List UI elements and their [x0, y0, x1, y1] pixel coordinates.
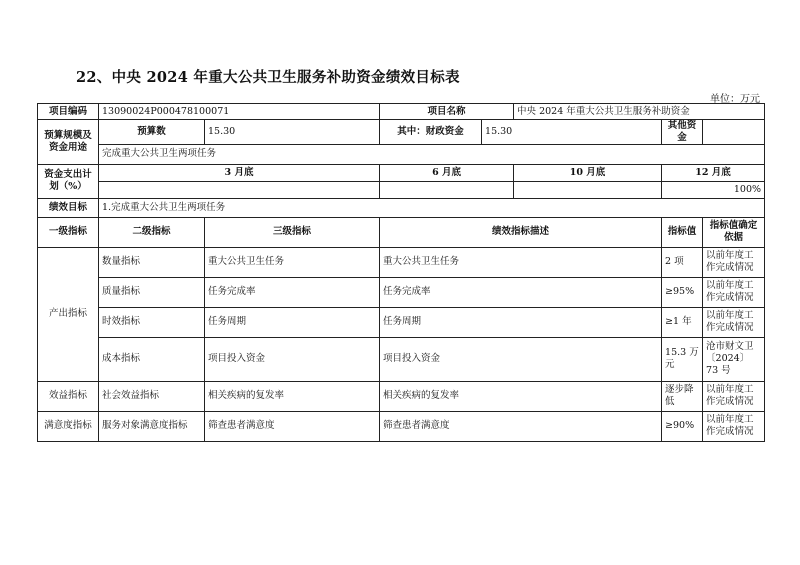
value-cell: 逐步降低	[662, 381, 703, 411]
project-code-value: 13090024P000478100071	[99, 104, 380, 120]
budget-amount-label: 预算数	[99, 120, 205, 145]
performance-goal-text: 1.完成重大公共卫生两项任务	[99, 198, 765, 217]
level2-cell: 时效指标	[99, 307, 205, 337]
table-row	[38, 381, 765, 411]
plan-header-row	[38, 164, 765, 181]
description-cell: 任务完成率	[380, 277, 662, 307]
fiscal-funds-label: 其中：财政资金	[380, 120, 482, 145]
plan-month-10: 10 月底	[514, 164, 662, 181]
performance-goal-label: 绩效目标	[38, 198, 99, 217]
value-cell: ≥1 年	[662, 307, 703, 337]
description-cell: 筛查患者满意度	[380, 411, 662, 441]
plan-month-6: 6 月底	[380, 164, 514, 181]
budget-amount-value: 15.30	[205, 120, 380, 145]
level1-benefit: 效益指标	[38, 381, 99, 411]
header-level3: 三级指标	[205, 217, 380, 247]
value-cell: 2 项	[662, 247, 703, 277]
level2-cell: 成本指标	[99, 337, 205, 381]
description-cell: 项目投入资金	[380, 337, 662, 381]
header-description: 绩效指标描述	[380, 217, 662, 247]
unit-label: 单位：万元	[710, 94, 760, 105]
basis-cell: 以前年度工作完成情况	[703, 411, 765, 441]
plan-value-12: 100%	[662, 181, 765, 198]
basis-cell: 沧市财文卫〔2024〕73 号	[703, 337, 765, 381]
description-cell: 任务周期	[380, 307, 662, 337]
table-row	[38, 247, 765, 277]
header-level1: 一级指标	[38, 217, 99, 247]
level3-cell: 重大公共卫生任务	[205, 247, 380, 277]
header-value: 指标值	[662, 217, 703, 247]
plan-month-3: 3 月底	[99, 164, 380, 181]
value-cell: 15.3 万元	[662, 337, 703, 381]
project-name-label: 项目名称	[380, 104, 514, 120]
goal-row	[38, 198, 765, 217]
plan-month-12: 12 月底	[662, 164, 765, 181]
level3-cell: 任务周期	[205, 307, 380, 337]
page-title: 22、中央 2024 年重大公共卫生服务补助资金绩效目标表	[76, 69, 460, 86]
basis-cell: 以前年度工作完成情况	[703, 277, 765, 307]
plan-value-6	[380, 181, 514, 198]
fiscal-funds-value: 15.30	[482, 120, 662, 145]
level1-satisfaction: 满意度指标	[38, 411, 99, 441]
funds-purpose: 完成重大公共卫生两项任务	[99, 144, 765, 164]
budget-row	[38, 120, 765, 145]
level2-cell: 质量指标	[99, 277, 205, 307]
header-basis: 指标值确定依据	[703, 217, 765, 247]
description-cell: 重大公共卫生任务	[380, 247, 662, 277]
plan-value-3	[99, 181, 380, 198]
other-funds-value	[703, 120, 765, 145]
level3-cell: 筛查患者满意度	[205, 411, 380, 441]
table-row	[38, 307, 765, 337]
description-cell: 相关疾病的复发率	[380, 381, 662, 411]
purpose-row	[38, 144, 765, 164]
basis-cell: 以前年度工作完成情况	[703, 307, 765, 337]
level3-cell: 相关疾病的复发率	[205, 381, 380, 411]
plan-value-10	[514, 181, 662, 198]
level2-cell: 数量指标	[99, 247, 205, 277]
basis-cell: 以前年度工作完成情况	[703, 247, 765, 277]
project-name-value: 中央 2024 年重大公共卫生服务补助资金	[514, 104, 765, 120]
project-row	[38, 104, 765, 120]
level3-cell: 项目投入资金	[205, 337, 380, 381]
value-cell: ≥95%	[662, 277, 703, 307]
project-code-label: 项目编码	[38, 104, 99, 120]
spending-plan-label: 资金支出计划（%）	[38, 164, 99, 198]
plan-values-row	[38, 181, 765, 198]
level2-cell: 社会效益指标	[99, 381, 205, 411]
budget-section-label: 预算规模及资金用途	[38, 120, 99, 165]
level3-cell: 任务完成率	[205, 277, 380, 307]
table-row	[38, 411, 765, 441]
indicator-header-row	[38, 217, 765, 247]
table-row	[38, 337, 765, 381]
basis-cell: 以前年度工作完成情况	[703, 381, 765, 411]
performance-target-table	[37, 103, 765, 442]
table-row	[38, 277, 765, 307]
header-level2: 二级指标	[99, 217, 205, 247]
level2-cell: 服务对象满意度指标	[99, 411, 205, 441]
level1-output: 产出指标	[38, 247, 99, 381]
value-cell: ≥90%	[662, 411, 703, 441]
other-funds-label: 其他资金	[662, 120, 703, 145]
